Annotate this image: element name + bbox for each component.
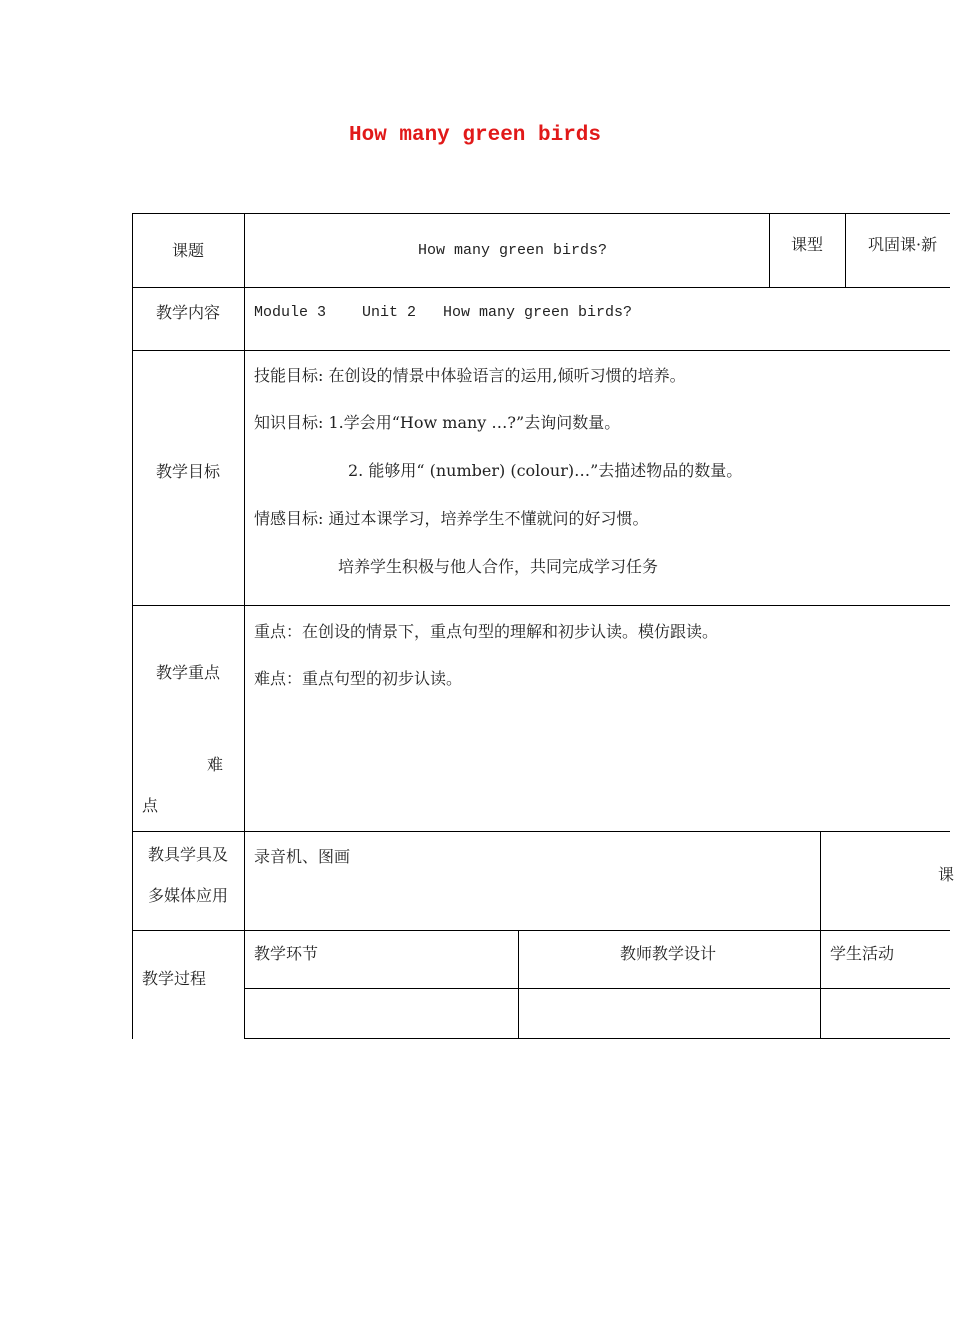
tools-side: 课 (938, 865, 954, 884)
page-title: How many green birds (348, 124, 602, 147)
process-label: 教学过程 (142, 969, 207, 988)
process-header-student: 学生活动 (830, 944, 895, 963)
type-value: 巩固课·新 (868, 235, 938, 254)
objective-line: 知识目标: 1.学会用“How many …?”去询问数量。 (254, 413, 621, 432)
tools-value: 录音机、图画 (254, 847, 351, 866)
tools-label: 教具学具及 (148, 845, 229, 864)
objective-line: 技能目标: 在创设的情景中体验语言的运用,倾听习惯的培养。 (254, 366, 686, 385)
tools-label-2: 多媒体应用 (148, 886, 229, 905)
topic-value: How many green birds? (418, 242, 608, 259)
process-header-teacher: 教师教学设计 (620, 944, 717, 963)
content-label: 教学内容 (156, 303, 221, 322)
keypoints-label: 教学重点 (156, 663, 221, 682)
topic-label: 课题 (172, 241, 205, 260)
objectives-label: 教学目标 (156, 462, 221, 481)
keypoints-label-2: 难 (207, 755, 224, 774)
content-value: Module 3 Unit 2 How many green birds? (254, 304, 633, 321)
objective-line: 2. 能够用“ (number) (colour)…”去描述物品的数量。 (348, 461, 743, 480)
objective-line: 情感目标: 通过本课学习，培养学生不懂就问的好习惯。 (254, 509, 649, 528)
keypoint-line: 难点：重点句型的初步认读。 (254, 669, 463, 688)
keypoint-line: 重点：在创设的情景下，重点句型的理解和初步认读。模仿跟读。 (254, 622, 719, 641)
process-header-step: 教学环节 (254, 944, 319, 963)
type-label: 课型 (791, 235, 824, 254)
objective-line: 培养学生积极与他人合作，共同完成学习任务 (338, 557, 659, 576)
keypoints-label-3: 点 (142, 796, 159, 815)
